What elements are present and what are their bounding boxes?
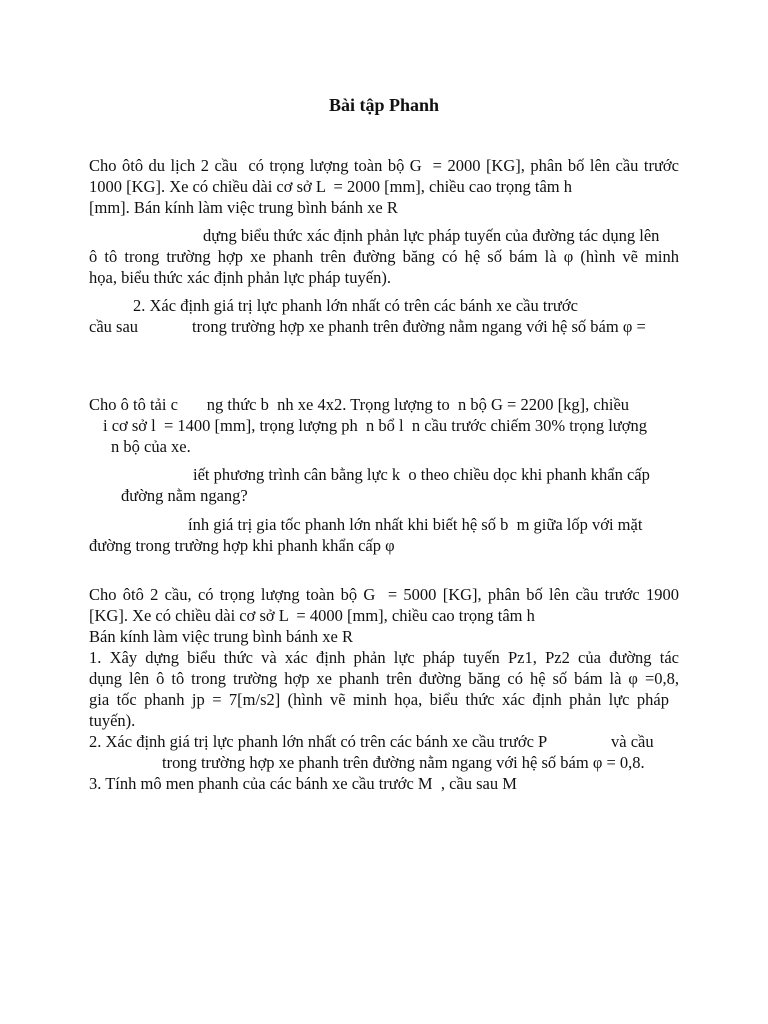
problem-2-line-4: iết phương trình cân bằng lực k o theo chiều dọc khi phanh khẩn cấp [193,465,650,484]
problem-3-line-8: 2. Xác định giá trị lực phanh lớn nhất có trên các bánh xe cầu trước P [89,732,548,751]
problem-3-line-7: tuyến). [89,711,136,730]
problem-1-line-5: ô tô trong trường hợp xe phanh trên đường băng có hệ số bám là φ (hình vẽ minh [89,247,679,266]
problem-2-line-7: đường trong trường hợp khi phanh khẩn cấp φ [89,536,395,555]
problem-2-line-3: n bộ của xe. [111,437,191,456]
problem-1-line-3: [mm]. Bán kính làm việc trung bình bánh xe R [89,198,398,217]
problem-1-line-1: Cho ôtô du lịch 2 cầu có trọng lượng toàn bộ G = 2000 [KG], phân bố lên cầu trước [89,156,679,175]
problem-3-line-1: Cho ôtô 2 cầu, có trọng lượng toàn bộ G = 5000 [KG], phân bố lên cầu trước 1900 [89,585,679,604]
problem-2-line-2: i cơ sở l = 1400 [mm], trọng lượng ph n bổ l n cầu trước chiếm 30% trọng lượng [103,416,647,435]
document-title: Bài tập Phanh [328,95,440,115]
problem-3-line-2: [KG]. Xe có chiều dài cơ sở L = 4000 [mm], chiều cao trọng tâm h [89,606,535,625]
problem-2-line-1: Cho ô tô tải c ng thức b nh xe 4x2. Trọng lượng to n bộ G = 2200 [kg], chiều [89,395,630,414]
problem-3-line-4: 1. Xây dựng biểu thức và xác định phản lực pháp tuyến Pz1, Pz2 của đường tác [89,648,679,667]
problem-1-line-4: dựng biểu thức xác định phản lực pháp tuyến của đường tác dụng lên [203,226,660,245]
problem-3-line-11: 3. Tính mô men phanh của các bánh xe cầu trước M , cầu sau M [89,774,517,793]
problem-2-line-5: đường nằm ngang? [121,486,248,505]
problem-1-line-8: cầu sau [89,317,139,336]
problem-1-line-9: trong trường hợp xe phanh trên đường nằm ngang với hệ số bám φ = [192,317,646,336]
problem-1-line-6: họa, biểu thức xác định phản lực pháp tuyến). [89,268,391,287]
problem-3-line-9: và cầu [611,732,654,751]
problem-3-line-6: gia tốc phanh jp = 7[m/s2] (hình vẽ minh họa, biểu thức xác định phản lực pháp [89,690,669,709]
problem-3-line-5: dụng lên ô tô trong trường hợp xe phanh trên đường băng có hệ số bám là φ =0,8, [89,669,679,688]
problem-3-line-10: trong trường hợp xe phanh trên đường nằm ngang với hệ số bám φ = 0,8. [162,753,645,772]
problem-3-line-3: Bán kính làm việc trung bình bánh xe R [89,627,353,646]
problem-2-line-6: ính giá trị gia tốc phanh lớn nhất khi biết hệ số b m giữa lốp với mặt [188,515,643,534]
problem-1-line-2: 1000 [KG]. Xe có chiều dài cơ sở L = 2000 [mm], chiều cao trọng tâm h [89,177,572,196]
problem-1-line-7: 2. Xác định giá trị lực phanh lớn nhất có trên các bánh xe cầu trước [133,296,578,315]
